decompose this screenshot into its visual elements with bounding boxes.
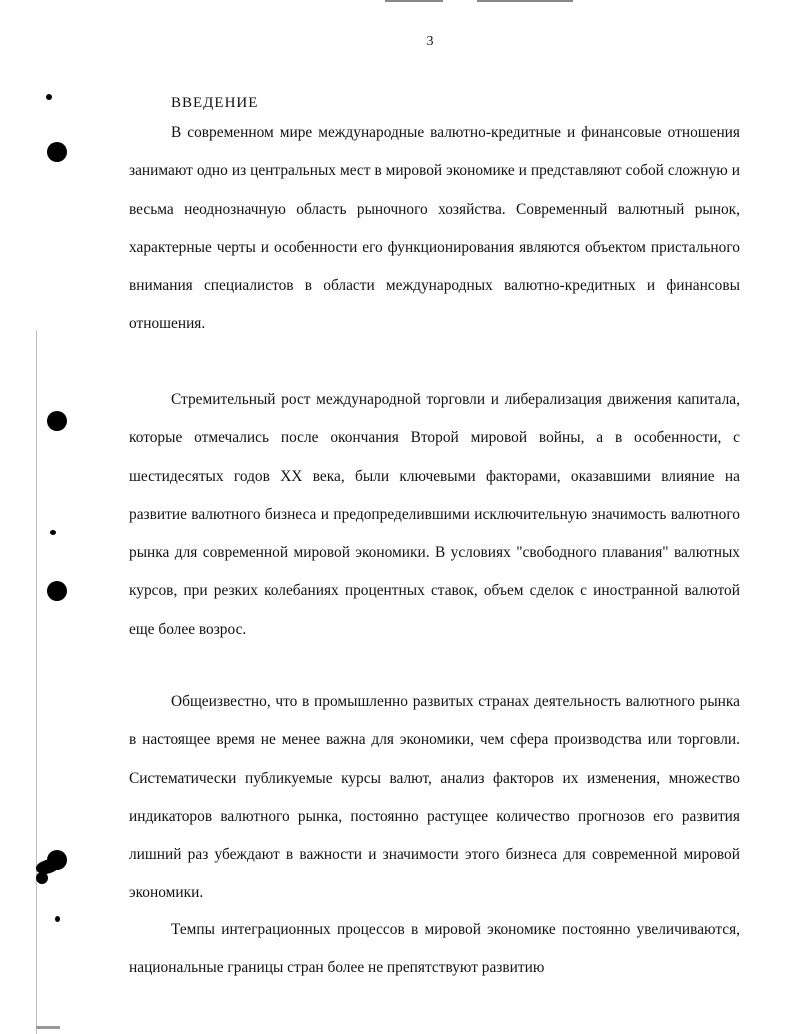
binding-edge-line: [36, 330, 37, 1034]
punch-speck: [46, 94, 52, 100]
scan-blot: [36, 1026, 60, 1029]
paragraph: В современном мире международные валютно-кредитные и финансовые отношения занимают одно из центральных мест в мировой экономике и представляют собой сложную и весьма неоднозначную область рыночного хозяйства. Современный валютный рынок, характерные черты и особенности его функционирования являются объектом пристального внимания специалистов в области международных валютно-кредитных и финансовы отношения.: [129, 124, 740, 333]
punch-speck: [50, 530, 56, 535]
punch-hole: [47, 581, 67, 601]
paragraph: Общеизвестно, что в промышленно развитых странах деятельность валютного рынка в настоящее время не менее важна для экономики, чем сфера производства или торговли. Систематически публикуемые курсы валют, анализ факторов их изменения, множество индикаторов валютного рынка, постоянно растущее количество прогнозов его развития лишний раз убеждают в важности и значимости этого бизнеса для современной мировой экономики.: [129, 693, 740, 902]
punch-speck: [55, 916, 60, 922]
punch-hole: [47, 142, 67, 162]
paragraph: Темпы интеграционных процессов в мировой экономике постоянно увеличиваются, национальные границы стран более не препятствуют развитию: [129, 921, 740, 977]
paragraph: Стремительный рост международной торговли и либерализация движения капитала, которые отмечались после окончания Второй мировой войны, а в особенности, с шестидесятых годов XX века, были ключевыми факторами, оказавшими влияние на развитие валютного бизнеса и предопределившими исключительную значимость валютного рынка для современной мировой экономики. В условиях "свободного плавания" валютных курсов, при резких колебаниях процентных ставок, объем сделок с иностранной валютой еще более возрос.: [129, 391, 740, 638]
scan-blot: [36, 872, 48, 884]
page-number: 3: [426, 34, 434, 49]
scan-mark: [385, 0, 443, 2]
scan-mark: [477, 0, 573, 2]
section-heading: ВВЕДЕНИЕ: [171, 95, 259, 111]
punch-hole: [47, 411, 67, 431]
